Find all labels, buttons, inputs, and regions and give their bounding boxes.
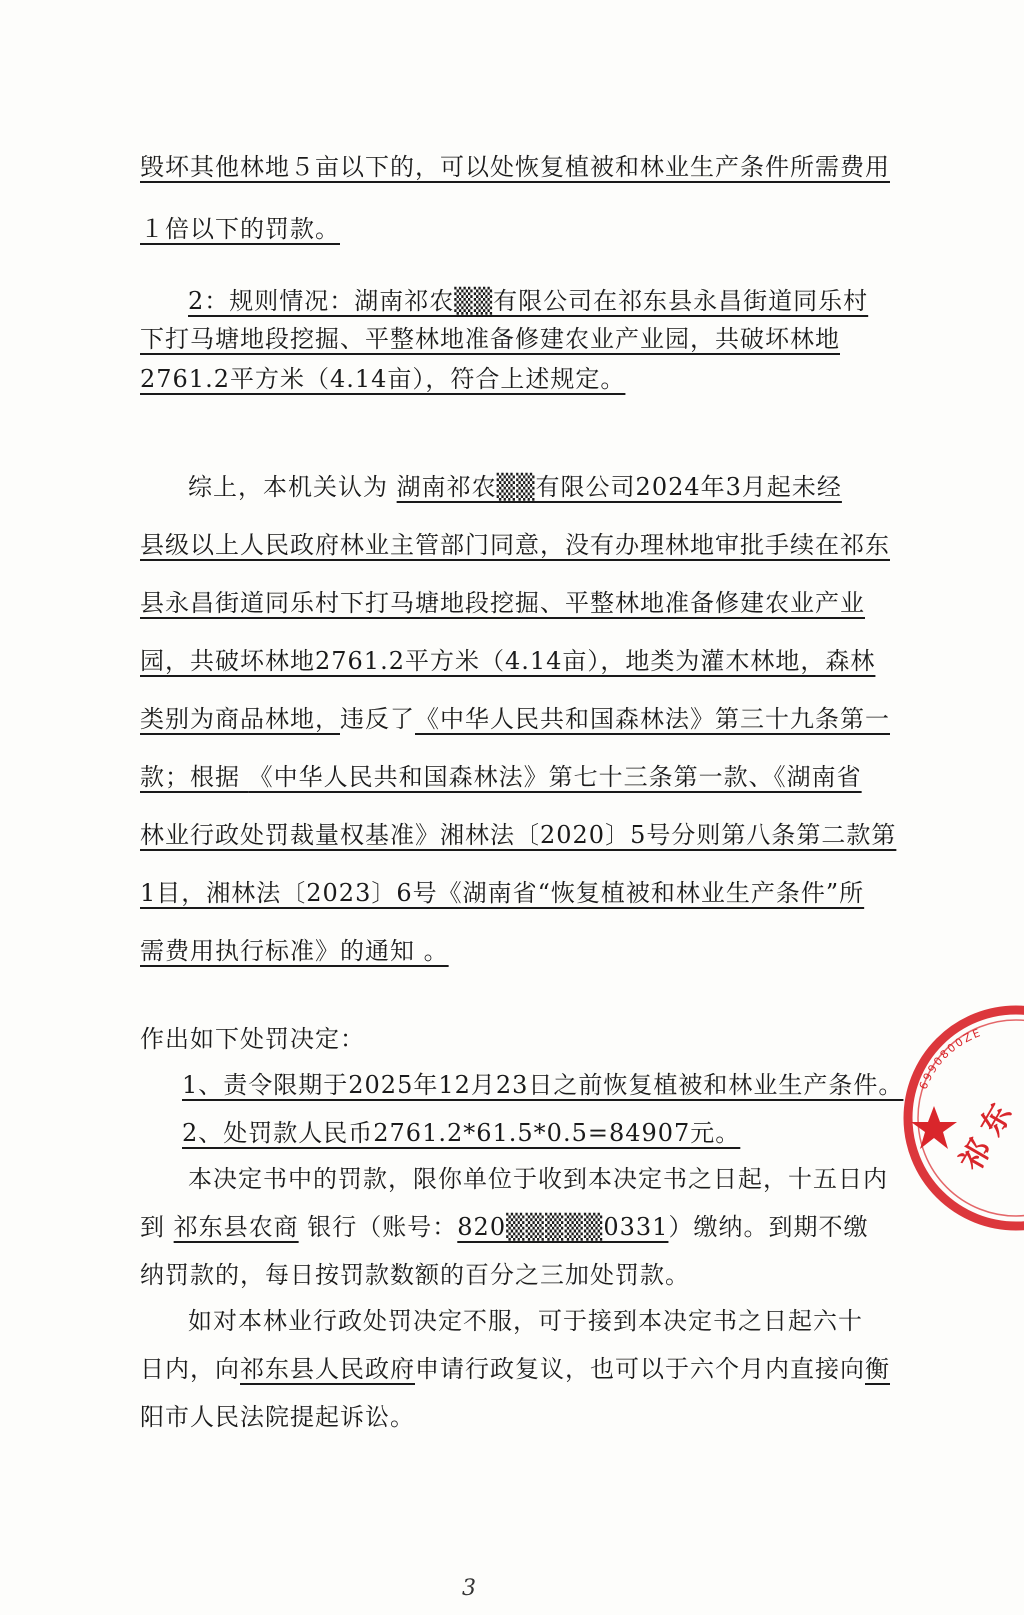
page-number: 3: [462, 1576, 476, 1601]
paragraph-5-line-1: 如对本林业行政处罚决定不服，可于接到本决定书之日起六十: [188, 1307, 863, 1335]
paragraph-1-line-2: １倍以下的罚款。: [140, 215, 340, 243]
paragraph-4-line-1: 本决定书中的罚款，限你单位于收到本决定书之日起，十五日内: [188, 1165, 888, 1193]
paragraph-5-line-2-c: 申请行政复议，也可以于六个月内直接向: [415, 1355, 865, 1383]
paragraph-5-line-2-d: 衡: [865, 1355, 890, 1383]
paragraph-5-line-2-a: 日内，向: [140, 1355, 240, 1383]
paragraph-3-line-9: 需费用执行标准》的通知 。: [140, 937, 449, 965]
paragraph-3-line-6-a: 款；根据: [140, 763, 249, 791]
paragraph-3-line-4: 园，共破坏林地2761.2平方米（4.14亩），地类为灌木林地，森林: [140, 647, 876, 675]
account-number: 820▒▒▒▒▒0331: [457, 1213, 669, 1241]
paragraph-3-line-7: 林业行政处罚裁量权基准》湘林法〔2020〕5号分则第八条第二款第: [140, 821, 897, 849]
paragraph-3-line-6: [140, 760, 862, 794]
paragraph-2-line-1: 2：规则情况：湖南祁农▒▒有限公司在祁东县永昌街道同乐村: [188, 287, 869, 315]
paragraph-4-line-3: 纳罚款的，每日按罚款数额的百分之三加处罚款。: [140, 1261, 690, 1289]
paragraph-3-line-5: [140, 702, 890, 736]
paragraph-4-line-2: [140, 1210, 869, 1244]
official-seal: [896, 998, 1024, 1238]
paragraph-4-line-2-a: 到: [140, 1213, 174, 1241]
seal-center-text: 祁 东: [953, 1098, 1020, 1177]
paragraph-3-line-2: 县级以上人民政府林业主管部门同意，没有办理林地审批手续在祁东: [140, 531, 890, 559]
paragraph-4-line-2-e: ）缴纳。到期不缴: [668, 1213, 869, 1241]
paragraph-3-line-5-c: 《中华人民共和国森林法》第三十九条第一: [415, 705, 890, 733]
decision-item-1: 1、责令限期于2025年12月23日之前恢复植被和林业生产条件。: [182, 1071, 904, 1099]
paragraph-3-line-3: 县永昌街道同乐村下打马塘地段挖掘、平整林地准备修建农业产业: [140, 589, 865, 617]
paragraph-2-line-3: 2761.2平方米（4.14亩），符合上述规定。: [140, 365, 626, 393]
paragraph-2-line-2: 下打马塘地段挖掘、平整林地准备修建农业产业园，共破坏林地: [140, 325, 840, 353]
bank-name: 祁东县农商: [173, 1213, 299, 1241]
decision-item-2: 2、处罚款人民币2761.2*61.5*0.5=84907元。: [182, 1119, 741, 1147]
seal-arc-text: 6990800ZE: [916, 1025, 984, 1092]
government-name: 祁东县人民政府: [240, 1355, 415, 1383]
decision-intro: 作出如下处罚决定：: [140, 1025, 365, 1053]
paragraph-1-line-1: 毁坏其他林地５亩以下的，可以处恢复植被和林业生产条件所需费用: [140, 153, 890, 181]
paragraph-3-line-8: 1目，湘林法〔2023〕6号《湖南省“恢复植被和林业生产条件”所: [140, 879, 865, 907]
paragraph-4-line-2-c: 银行（账号：: [298, 1213, 458, 1241]
paragraph-3-prefix: 综上，本机关认为: [188, 473, 397, 501]
paragraph-3-line-1: [140, 470, 903, 504]
paragraph-3-line-5-b: 违反了: [340, 705, 415, 733]
paragraph-3-line-1-text: 湖南祁农▒▒有限公司2024年3月起未经: [396, 473, 842, 501]
paragraph-5-line-2: [140, 1352, 890, 1386]
paragraph-3-line-5-a: 类别为商品林地，: [140, 705, 340, 733]
paragraph-5-line-3: 阳市人民法院提起诉讼。: [140, 1403, 415, 1431]
paragraph-3-line-6-b: 《中华人民共和国森林法》第七十三条第一款、《湖南省: [248, 763, 862, 791]
